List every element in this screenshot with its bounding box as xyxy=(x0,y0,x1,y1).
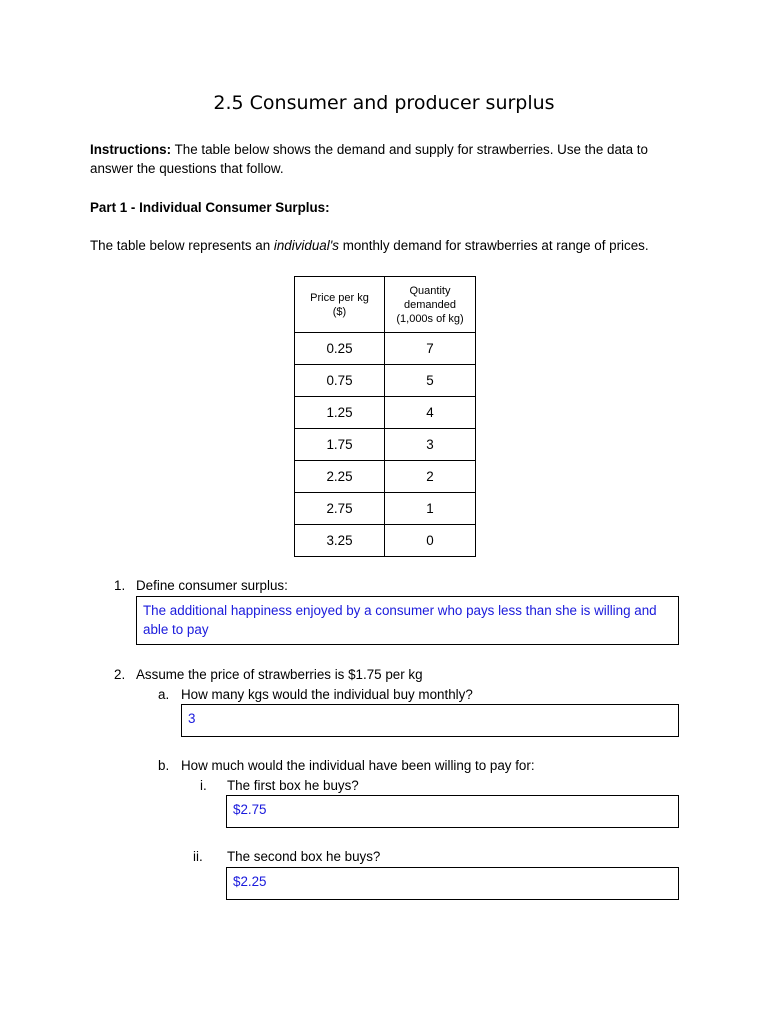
q2-number: 2. xyxy=(114,667,126,682)
table-row xyxy=(295,333,476,365)
q1-answer-box[interactable]: The additional happiness enjoyed by a consumer who pays less than she is willing and able to pay xyxy=(136,596,679,645)
q2a-letter: a. xyxy=(158,687,170,702)
q2b-text: How much would the individual have been willing to pay for: xyxy=(181,758,535,773)
quantity-cell: 5 xyxy=(385,365,476,397)
header-price xyxy=(295,277,385,333)
table-row xyxy=(295,493,476,525)
header-quantity xyxy=(385,277,476,333)
quantity-cell: 0 xyxy=(385,525,476,557)
price-cell: 2.75 xyxy=(295,493,385,525)
q2bi-text: The first box he buys? xyxy=(227,778,359,793)
q2bi-numeral: i. xyxy=(200,778,207,793)
price-cell: 0.25 xyxy=(295,333,385,365)
price-cell: 1.75 xyxy=(295,429,385,461)
header-quantity-line2: demanded xyxy=(403,298,456,311)
header-quantity-line3: (1,000s of kg) xyxy=(396,312,464,325)
quantity-cell: 1 xyxy=(385,493,476,525)
quantity-cell: 2 xyxy=(385,461,476,493)
table-row xyxy=(295,461,476,493)
q2-text: Assume the price of strawberries is $1.75 per kg xyxy=(136,667,423,682)
header-price-line2: ($) xyxy=(332,305,347,318)
table-row xyxy=(295,429,476,461)
q2a-answer-box[interactable]: 3 xyxy=(181,704,679,737)
q2bii-numeral: ii. xyxy=(193,849,203,864)
intro-paragraph xyxy=(90,236,690,255)
header-price-line1: Price per kg xyxy=(310,291,369,304)
q2bi-answer-box[interactable]: $2.75 xyxy=(226,795,679,828)
table-row xyxy=(295,525,476,557)
price-cell: 2.25 xyxy=(295,461,385,493)
q1-number: 1. xyxy=(114,578,126,593)
instructions-label: Instructions: xyxy=(90,142,172,157)
q2bii-answer-box[interactable]: $2.25 xyxy=(226,867,679,900)
intro-text-post: monthly demand for strawberries at range of prices. xyxy=(338,238,649,253)
table-row xyxy=(295,397,476,429)
quantity-cell: 3 xyxy=(385,429,476,461)
q1-text: Define consumer surplus: xyxy=(136,578,288,593)
q2b-letter: b. xyxy=(158,758,170,773)
intro-text-italic: individual's xyxy=(273,238,339,253)
q2bii-text: The second box he buys? xyxy=(227,849,381,864)
q2a-text: How many kgs would the individual buy monthly? xyxy=(181,687,473,702)
intro-text-pre: The table below represents an xyxy=(90,238,274,253)
quantity-cell: 7 xyxy=(385,333,476,365)
table-row xyxy=(295,365,476,397)
instructions-paragraph xyxy=(90,140,690,178)
quantity-cell: 4 xyxy=(385,397,476,429)
price-cell: 3.25 xyxy=(295,525,385,557)
page-title: 2.5 Consumer and producer surplus xyxy=(213,92,555,114)
header-quantity-line1: Quantity xyxy=(409,284,451,297)
price-cell: 0.75 xyxy=(295,365,385,397)
demand-table xyxy=(294,276,476,557)
instructions-text: The table below shows the demand and supply for strawberries. Use the data to answer the questions that follow. xyxy=(90,142,648,176)
price-cell: 1.25 xyxy=(295,397,385,429)
table-header-row xyxy=(295,277,476,333)
part1-heading: Part 1 - Individual Consumer Surplus: xyxy=(90,200,330,215)
